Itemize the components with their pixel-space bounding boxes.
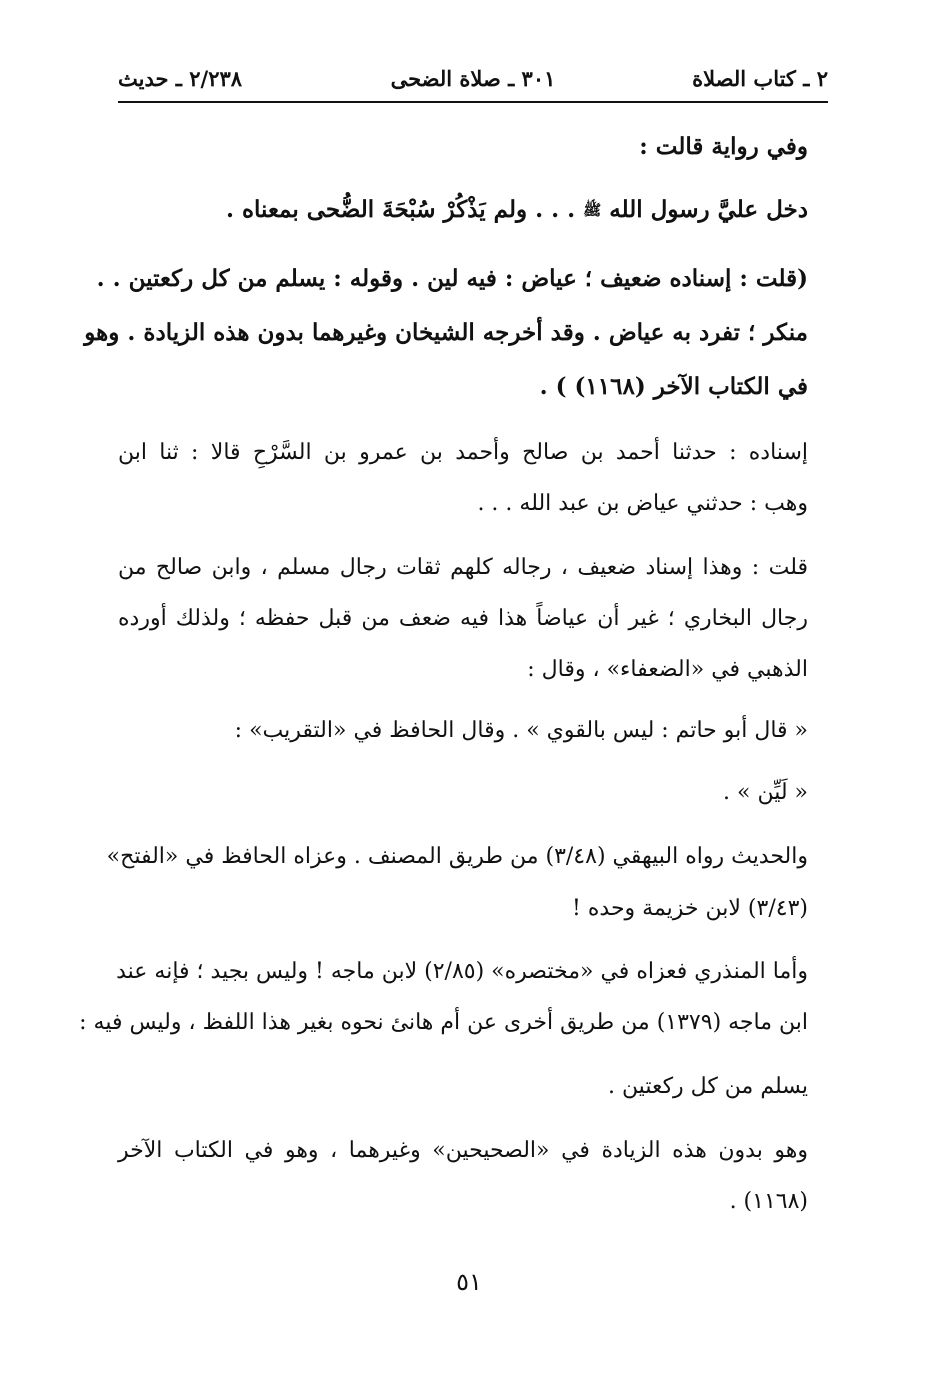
quote-line-2: « لَيِّن » . — [723, 780, 808, 805]
final-line-1: وهو بدون هذه الزيادة في «الصحيحين» وغيرهما ، وهو في الكتاب الآخر — [118, 1138, 808, 1163]
header-chapter-title: ٣٠١ ـ صلاة الضحى — [390, 66, 556, 91]
mundhiri-line-2: ابن ماجه (١٣٧٩) من طريق أخرى عن أم هانئ نحوه بغير هذا اللفظ ، وليس فيه : — [79, 1010, 808, 1035]
commentary-line-1: قلت : وهذا إسناد ضعيف ، رجاله كلهم ثقات رجال مسلم ، وابن صالح من — [118, 555, 808, 580]
header-book-title: ٢ ـ كتاب الصلاة — [692, 66, 828, 91]
page-number: ٥١ — [456, 1268, 482, 1296]
mundhiri-quote: يسلم من كل ركعتين . — [607, 1074, 808, 1099]
commentary-line-2: رجال البخاري ؛ غير أن عياضاً هذا فيه ضعف من قبل حفظه ؛ ولذلك أورده — [118, 606, 808, 631]
hadith-text-part1: دخل عليَّ رسول الله — [609, 196, 808, 223]
header-rule — [118, 101, 828, 103]
isnad-line-2: وهب : حدثني عياض بن عبد الله . . . — [477, 491, 808, 516]
note-line-2: منكر ؛ تفرد به عياض . وقد أخرجه الشيخان وغيرهما بدون هذه الزيادة . وهو — [84, 319, 808, 346]
note-line-1: (قلت : إسناده ضعيف ؛ عياض : فيه لين . وقوله : يسلم من كل ركعتين . . — [96, 265, 808, 292]
final-line-2: (١١٦٨) . — [729, 1189, 808, 1214]
quote-line-1: « قال أبو حاتم : ليس بالقوي » . وقال الحافظ في «التقريب» : — [234, 718, 808, 743]
narration-intro: وفي رواية قالت : — [639, 133, 808, 160]
takhrij-line-2: (٣/٤٣) لابن خزيمة وحده ! — [572, 896, 808, 921]
commentary-line-3: الذهبي في «الضعفاء» ، وقال : — [527, 657, 808, 682]
salla-glyph: ﷺ — [583, 201, 602, 219]
isnad-line-1: إسناده : حدثنا أحمد بن صالح وأحمد بن عمرو بن السَّرْحِ قالا : ثنا ابن — [118, 440, 808, 465]
hadith-text-part2: . . . ولم يَذْكُرْ سُبْحَةَ الضُّحى بمعناه . — [225, 196, 576, 223]
note-line-3: في الكتاب الآخر (١١٦٨) ) . — [539, 373, 808, 400]
running-header — [118, 66, 828, 96]
header-hadith-number: ٢/٢٣٨ ـ حديث — [118, 66, 243, 91]
takhrij-line-1: والحديث رواه البيهقي (٣/٤٨) من طريق المصنف . وعزاه الحافظ في «الفتح» — [106, 844, 808, 869]
mundhiri-line-1: وأما المنذري فعزاه في «مختصره» (٢/٨٥) لابن ماجه ! وليس بجيد ؛ فإنه عند — [116, 959, 808, 984]
hadith-text — [226, 195, 808, 225]
